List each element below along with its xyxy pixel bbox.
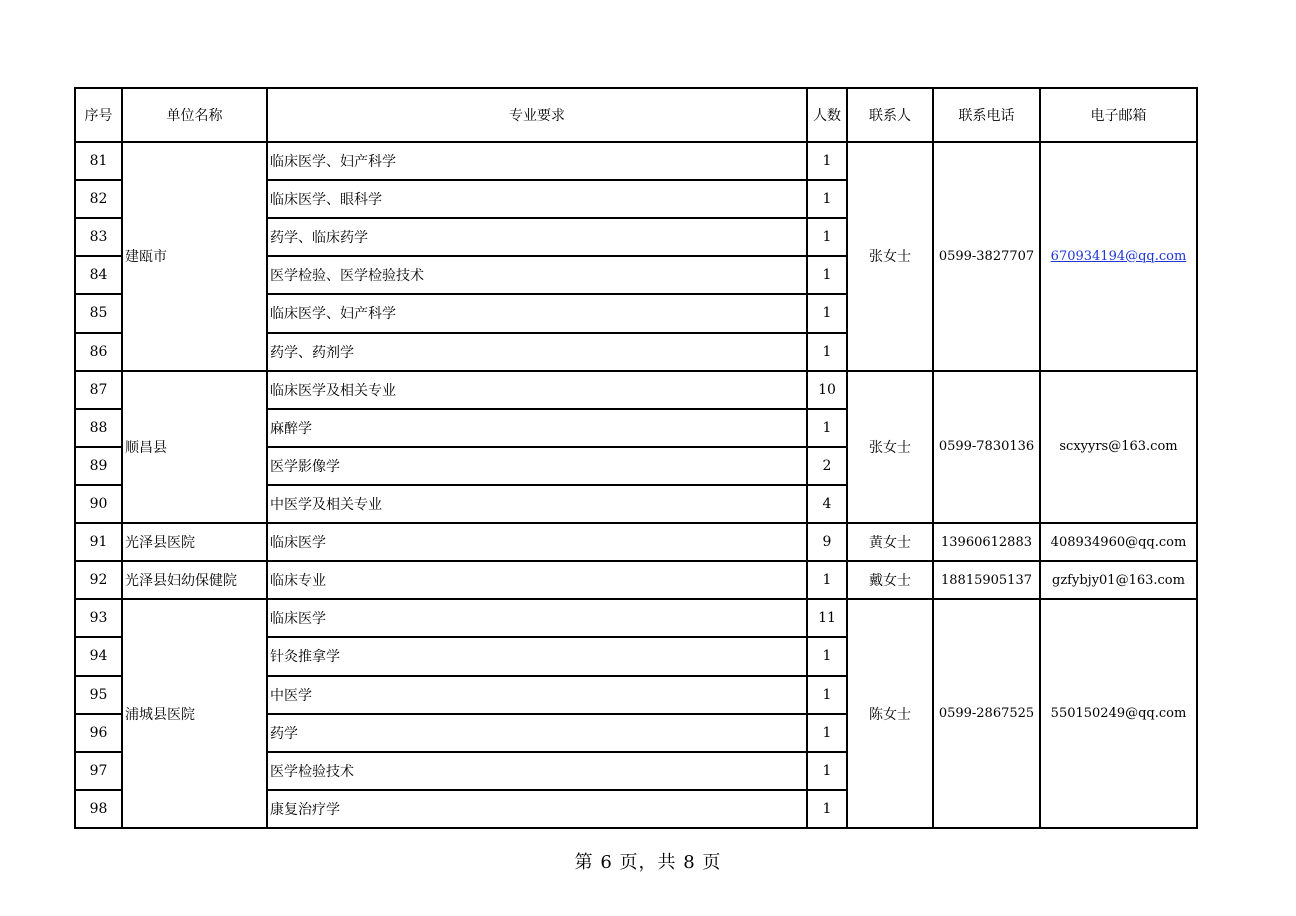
- cell-seq: 93: [75, 599, 122, 637]
- page-footer: 第 6 页，共 8 页: [574, 852, 722, 873]
- cell-email: gzfybjy01@163.com: [1040, 561, 1197, 599]
- cell-seq: 86: [75, 333, 122, 371]
- cell-count: 9: [807, 523, 847, 561]
- cell-major: 针灸推拿学: [267, 637, 807, 675]
- cell-contact: 张女士: [847, 142, 933, 371]
- header-unit: 单位名称: [122, 88, 267, 142]
- table-row: [75, 561, 1197, 599]
- cell-unit: 光泽县妇幼保健院: [122, 561, 267, 599]
- cell-major: 医学检验技术: [267, 752, 807, 790]
- cell-seq: 94: [75, 637, 122, 675]
- cell-major: 临床专业: [267, 561, 807, 599]
- cell-seq: 87: [75, 371, 122, 409]
- cell-major: 临床医学、妇产科学: [267, 142, 807, 180]
- cell-seq: 84: [75, 256, 122, 294]
- cell-count: 1: [807, 294, 847, 332]
- cell-major: 临床医学: [267, 599, 807, 637]
- cell-count: 1: [807, 676, 847, 714]
- cell-email: 408934960@qq.com: [1040, 523, 1197, 561]
- cell-seq: 95: [75, 676, 122, 714]
- cell-major: 麻醉学: [267, 409, 807, 447]
- header-seq: 序号: [75, 88, 122, 142]
- cell-email: 550150249@qq.com: [1040, 599, 1197, 828]
- header-row: [75, 88, 1197, 142]
- cell-unit: 光泽县医院: [122, 523, 267, 561]
- header-major: 专业要求: [267, 88, 807, 142]
- cell-count: 1: [807, 409, 847, 447]
- cell-major: 医学影像学: [267, 447, 807, 485]
- cell-major: 药学、临床药学: [267, 218, 807, 256]
- cell-major: 康复治疗学: [267, 790, 807, 828]
- cell-count: 1: [807, 637, 847, 675]
- cell-count: 1: [807, 714, 847, 752]
- cell-major: 医学检验、医学检验技术: [267, 256, 807, 294]
- cell-count: 1: [807, 752, 847, 790]
- cell-count: 10: [807, 371, 847, 409]
- cell-seq: 90: [75, 485, 122, 523]
- cell-seq: 83: [75, 218, 122, 256]
- cell-count: 1: [807, 561, 847, 599]
- cell-count: 1: [807, 256, 847, 294]
- table-body: [75, 142, 1197, 828]
- cell-major: 药学: [267, 714, 807, 752]
- cell-seq: 97: [75, 752, 122, 790]
- cell-count: 1: [807, 790, 847, 828]
- table-row: [75, 523, 1197, 561]
- cell-phone: 18815905137: [933, 561, 1040, 599]
- recruitment-table: [74, 87, 1198, 829]
- cell-contact: 戴女士: [847, 561, 933, 599]
- cell-count: 2: [807, 447, 847, 485]
- cell-contact: 张女士: [847, 371, 933, 523]
- cell-seq: 85: [75, 294, 122, 332]
- table-row: [75, 599, 1197, 637]
- table-header: [75, 88, 1197, 142]
- cell-contact: 陈女士: [847, 599, 933, 828]
- header-email: 电子邮箱: [1040, 88, 1197, 142]
- cell-seq: 91: [75, 523, 122, 561]
- cell-seq: 98: [75, 790, 122, 828]
- cell-seq: 88: [75, 409, 122, 447]
- cell-count: 11: [807, 599, 847, 637]
- email-link[interactable]: 670934194@qq.com: [1050, 248, 1187, 264]
- cell-phone: 0599-7830136: [933, 371, 1040, 523]
- cell-phone: 0599-2867525: [933, 599, 1040, 828]
- cell-count: 1: [807, 180, 847, 218]
- cell-seq: 89: [75, 447, 122, 485]
- cell-email: scxyyrs@163.com: [1040, 371, 1197, 523]
- cell-phone: 0599-3827707: [933, 142, 1040, 371]
- cell-seq: 82: [75, 180, 122, 218]
- cell-unit: 浦城县医院: [122, 599, 267, 828]
- cell-major: 中医学及相关专业: [267, 485, 807, 523]
- cell-count: 1: [807, 218, 847, 256]
- cell-major: 药学、药剂学: [267, 333, 807, 371]
- cell-count: 1: [807, 142, 847, 180]
- cell-major: 中医学: [267, 676, 807, 714]
- cell-major: 临床医学: [267, 523, 807, 561]
- header-contact: 联系人: [847, 88, 933, 142]
- cell-unit: 顺昌县: [122, 371, 267, 523]
- table-row: [75, 142, 1197, 180]
- cell-unit: 建瓯市: [122, 142, 267, 371]
- cell-seq: 81: [75, 142, 122, 180]
- cell-major: 临床医学、眼科学: [267, 180, 807, 218]
- cell-seq: 96: [75, 714, 122, 752]
- header-count: 人数: [807, 88, 847, 142]
- cell-contact: 黄女士: [847, 523, 933, 561]
- cell-count: 4: [807, 485, 847, 523]
- cell-phone: 13960612883: [933, 523, 1040, 561]
- cell-major: 临床医学及相关专业: [267, 371, 807, 409]
- cell-seq: 92: [75, 561, 122, 599]
- cell-email: [1040, 142, 1197, 371]
- table-row: [75, 371, 1197, 409]
- header-phone: 联系电话: [933, 88, 1040, 142]
- cell-major: 临床医学、妇产科学: [267, 294, 807, 332]
- cell-count: 1: [807, 333, 847, 371]
